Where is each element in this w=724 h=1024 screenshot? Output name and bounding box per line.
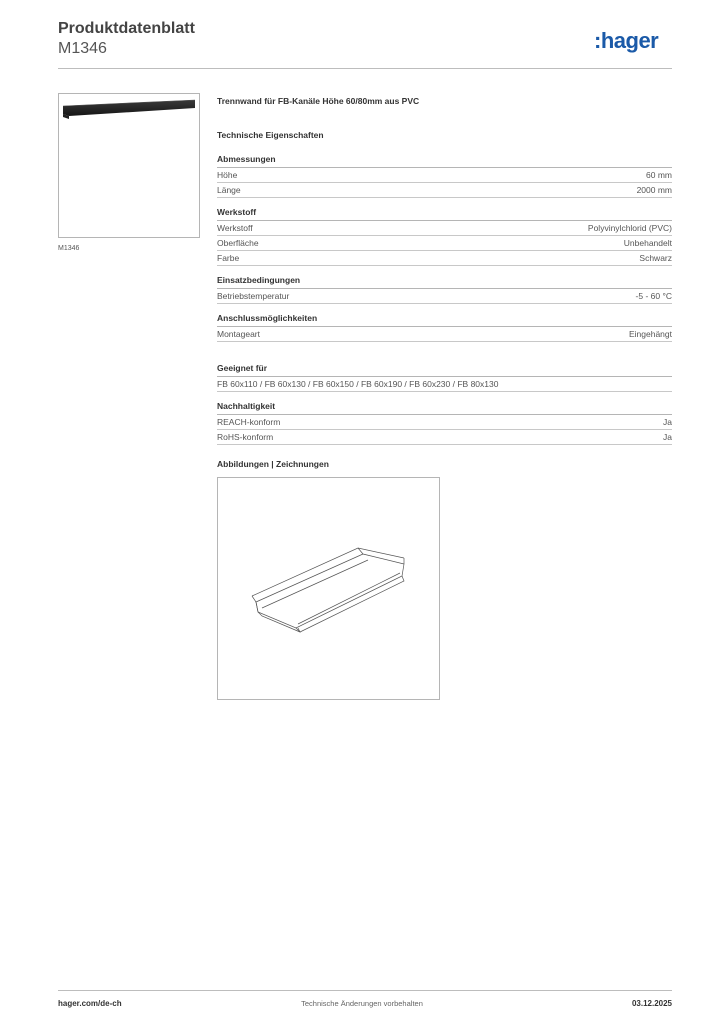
group-connection-options (217, 313, 672, 342)
row-value: Schwarz (639, 253, 672, 263)
footer-website: hager.com/de-ch (58, 999, 122, 1008)
row-label: Länge (217, 185, 241, 195)
table-row (217, 236, 672, 251)
technical-heading: Technische Eigenschaften (217, 130, 324, 140)
row-label: RoHS-konform (217, 432, 274, 442)
row-value: Unbehandelt (623, 238, 672, 248)
group-title: Nachhaltigkeit (217, 401, 672, 415)
hager-logo: :hager (594, 28, 659, 53)
row-value: 2000 mm (636, 185, 672, 195)
row-value: Ja (663, 432, 672, 442)
footer-disclaimer: Technische Änderungen vorbehalten (301, 999, 423, 1008)
group-suitable-for (217, 363, 672, 392)
table-row (217, 183, 672, 198)
row-label: Betriebstemperatur (217, 291, 290, 301)
group-title: Anschlussmöglichkeiten (217, 313, 672, 327)
footer-date: 03.12.2025 (631, 999, 672, 1008)
suitable-for-text: FB 60x110 / FB 60x130 / FB 60x150 / FB 60x190 / FB 60x230 / FB 80x130 (217, 377, 672, 392)
document-title: Produktdatenblatt (58, 20, 195, 37)
table-row (217, 168, 672, 183)
group-title: Geeignet für (217, 363, 672, 377)
row-label: Oberfläche (217, 238, 259, 248)
technical-drawing (217, 477, 440, 700)
table-row (217, 221, 672, 236)
article-number: M1346 (58, 40, 107, 57)
product-description: Trennwand für FB-Kanäle Höhe 60/80mm aus PVC (217, 96, 420, 106)
group-operating-conditions (217, 275, 672, 304)
group-title: Einsatzbedingungen (217, 275, 672, 289)
row-label: Farbe (217, 253, 240, 263)
divider-drawing-icon (218, 478, 439, 699)
row-label: Werkstoff (217, 223, 253, 233)
product-photo-icon (59, 94, 199, 237)
row-value: -5 - 60 °C (635, 291, 672, 301)
row-label: Höhe (217, 170, 238, 180)
footer-divider (58, 990, 672, 991)
table-row (217, 327, 672, 342)
row-label: Montageart (217, 329, 260, 339)
row-value: Ja (663, 417, 672, 427)
group-title: Abmessungen (217, 154, 672, 168)
product-image (58, 93, 200, 238)
table-row (217, 289, 672, 304)
group-material (217, 207, 672, 266)
drawings-heading: Abbildungen | Zeichnungen (217, 459, 329, 469)
header-divider (58, 68, 672, 69)
row-value: Eingehängt (628, 329, 672, 339)
product-image-caption: M1346 (58, 245, 80, 252)
table-row (217, 251, 672, 266)
row-label: REACH-konform (217, 417, 281, 427)
group-dimensions (217, 154, 672, 198)
group-title: Werkstoff (217, 207, 672, 221)
table-row (217, 430, 672, 445)
main-content (217, 96, 672, 700)
table-row (217, 415, 672, 430)
row-value: 60 mm (646, 170, 672, 180)
row-value: Polyvinylchlorid (PVC) (587, 223, 672, 233)
group-sustainability (217, 401, 672, 445)
